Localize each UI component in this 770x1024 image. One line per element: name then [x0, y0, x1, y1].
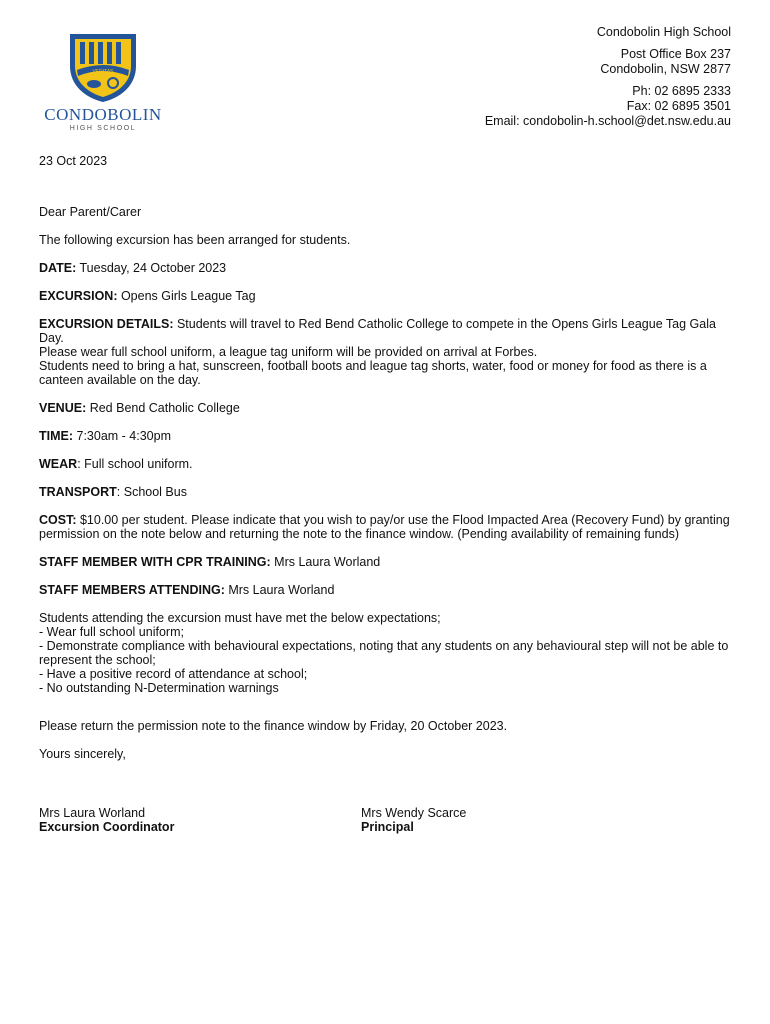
expectation-item: - Demonstrate compliance with behavioural expectations, noting that any students on any behavioural step will not be able to represent the school;: [39, 639, 729, 667]
field-cost-label: COST:: [39, 513, 77, 527]
field-wear-value: : Full school uniform.: [77, 457, 193, 471]
field-details-line2: Please wear full school uniform, a league tag uniform will be provided on arrival at Forbes.: [39, 345, 538, 359]
signature-title: Principal: [361, 820, 414, 834]
field-cpr-label: STAFF MEMBER WITH CPR TRAINING:: [39, 555, 271, 569]
field-details-label: EXCURSION DETAILS:: [39, 317, 174, 331]
return-note: Please return the permission note to the finance window by Friday, 20 October 2023.: [39, 719, 508, 733]
expectation-item: - Have a positive record of attendance at school;: [39, 667, 308, 681]
expectation-item: - Wear full school uniform;: [39, 625, 184, 639]
field-staff-value: Mrs Laura Worland: [224, 583, 335, 597]
address-po-box: Post Office Box 237: [620, 47, 731, 61]
field-cpr-value: Mrs Laura Worland: [270, 555, 381, 569]
field-details-line3: Students need to bring a hat, sunscreen, football boots and league tag shorts, water, food or money for food as there is a canteen available on the day.: [39, 359, 707, 387]
letter-date: 23 Oct 2023: [39, 154, 108, 168]
field-cpr: [39, 555, 731, 569]
signature-title: Excursion Coordinator: [39, 820, 175, 834]
svg-text:VERITAS: VERITAS: [92, 69, 114, 75]
school-address-block: [485, 25, 731, 129]
intro: The following excursion has been arranged for students.: [39, 233, 351, 247]
field-details: [39, 317, 731, 387]
address-town: Condobolin, NSW 2877: [600, 62, 731, 76]
field-time: [39, 429, 731, 443]
field-staff: [39, 583, 731, 597]
school-crest-icon: [66, 30, 140, 104]
logo-school-subtitle: HIGH SCHOOL: [69, 125, 137, 132]
field-venue: [39, 401, 731, 415]
expectation-item: - No outstanding N-Determination warnings: [39, 681, 279, 695]
address-fax: Fax: 02 6895 3501: [626, 99, 731, 113]
field-excursion: [39, 289, 731, 303]
field-excursion-label: EXCURSION:: [39, 289, 118, 303]
expectations-intro: Students attending the excursion must have met the below expectations;: [39, 611, 441, 625]
field-wear: [39, 457, 731, 471]
school-logo: [38, 30, 168, 140]
field-wear-label: WEAR: [39, 457, 78, 471]
field-staff-label: STAFF MEMBERS ATTENDING:: [39, 583, 225, 597]
signature-coordinator: [39, 806, 174, 834]
field-details-value: Students will travel to Red Bend Catholic College to compete in the Opens Girls League Tag Gala Day.: [39, 317, 716, 345]
field-venue-label: VENUE:: [39, 401, 87, 415]
expectations-block: [39, 611, 731, 695]
address-phone: Ph: 02 6895 2333: [632, 84, 731, 98]
field-time-value: 7:30am - 4:30pm: [73, 429, 171, 443]
greeting: Dear Parent/Carer: [39, 205, 142, 219]
address-school: Condobolin High School: [596, 25, 731, 39]
field-date-value: Tuesday, 24 October 2023: [76, 261, 227, 275]
field-transport: [39, 485, 731, 499]
logo-school-name: CONDOBOLIN: [44, 105, 162, 124]
signature-principal: [361, 806, 466, 834]
field-transport-label: TRANSPORT: [39, 485, 117, 499]
field-time-label: TIME:: [39, 429, 74, 443]
letter-body: [39, 205, 731, 775]
field-venue-value: Red Bend Catholic College: [86, 401, 240, 415]
field-transport-value: : School Bus: [116, 485, 187, 499]
signature-name: Mrs Wendy Scarce: [361, 806, 467, 820]
closing: Yours sincerely,: [39, 747, 126, 761]
field-excursion-value: Opens Girls League Tag: [117, 289, 256, 303]
signature-name: Mrs Laura Worland: [39, 806, 146, 820]
field-date: [39, 261, 731, 275]
address-email: Email: condobolin-h.school@det.nsw.edu.au: [484, 114, 731, 128]
field-date-label: DATE:: [39, 261, 77, 275]
field-cost: [39, 513, 731, 541]
field-cost-value: $10.00 per student. Please indicate that you wish to pay/or use the Flood Impacted Area (Recovery Fund) by granting permission on the note below and returning the note to the finance window. (Pending availability of remaining funds): [39, 513, 730, 541]
